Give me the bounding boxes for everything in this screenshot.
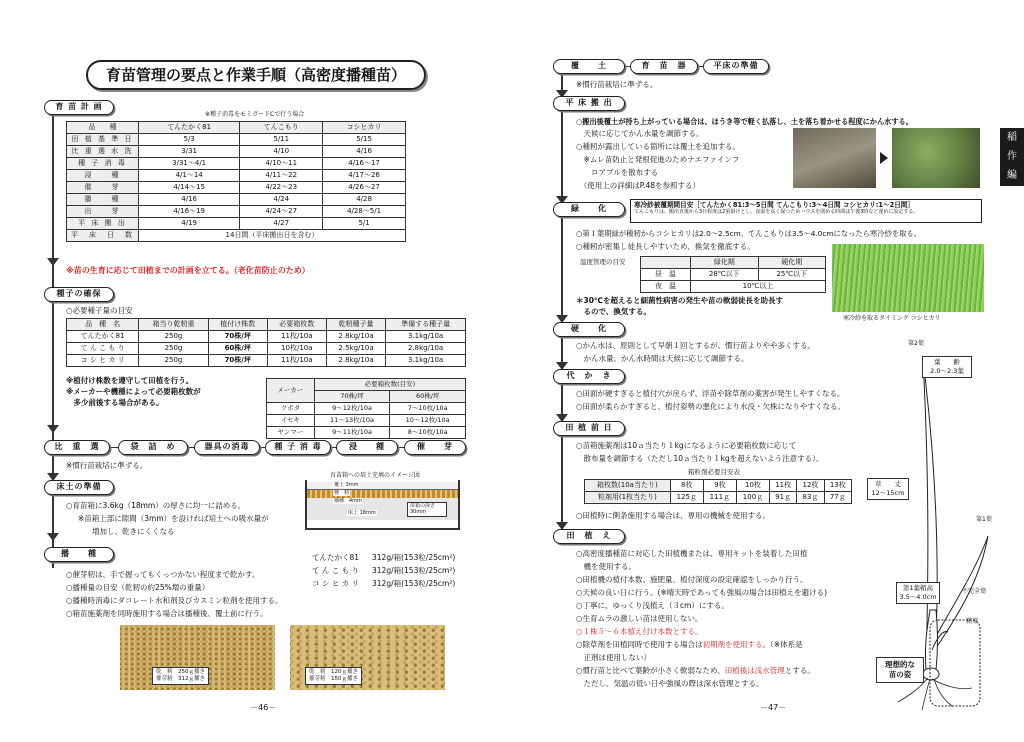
plan-cell: 5/15 <box>323 134 406 146</box>
plan-row <box>67 206 406 218</box>
section-flatbed-label: 平 床 搬 出 <box>553 96 625 111</box>
dose-cell: 125ｇ <box>670 492 703 504</box>
flatbed-photo-before <box>793 128 876 188</box>
temp-header <box>641 257 691 269</box>
seed-shape <box>923 668 939 680</box>
plan-cell: 5/11 <box>240 134 323 146</box>
sow-variety: コ シ ヒ カ リ <box>312 579 360 588</box>
plant-height-label: 草 丈 <box>875 480 901 488</box>
plan-cell: 5/1 <box>323 218 406 230</box>
plan-cell: 4/26〜27 <box>323 182 406 194</box>
plan-cell: 4/27 <box>240 218 323 230</box>
plan-cell: 播 種 <box>67 194 139 206</box>
flow-arrow <box>47 533 59 541</box>
top-steps-note: ※慣行苗栽培に準ずる。 <box>576 80 658 89</box>
page-number-right: －47－ <box>760 703 787 712</box>
tab-char: 編 <box>1007 170 1017 181</box>
plan-cell: 4/17〜26 <box>323 170 406 182</box>
seed-cell: 2.8kg/10a <box>386 343 466 355</box>
text-span-emphasis: 初期剤を使用する <box>702 640 763 649</box>
greening-cover-period: 寒冷紗被覆期間目安［てんたかく81:3〜5日間 てんこもり:3〜4日間 コシヒカリ:1〜2日間］ <box>634 201 914 209</box>
dose-cell: 111ｇ <box>703 492 736 504</box>
plant-height-value: 12〜15cm <box>871 488 905 497</box>
seed-cell: 2.5kg/10a <box>326 343 385 355</box>
plan-cell: 催 芽 <box>67 182 139 194</box>
seed-header: 植付け株数 <box>208 319 267 331</box>
maker-cell: 7〜10枚/10a <box>390 403 466 415</box>
step-seed-disinfection: 種 子 消 毒 <box>265 440 331 455</box>
temp-cell: 28℃以下 <box>691 269 759 281</box>
plan-cell: 比 重 選 水 洗 <box>67 146 139 158</box>
plan-row <box>67 134 406 146</box>
flatbed-line: ○搬出後覆土が持ち上がっている場合は、ほうき等で軽く払落し、土を落ち着かせる程度にかん水する。 <box>576 117 913 126</box>
box-depth-label: 苗箱の深さ 30mm <box>407 502 447 517</box>
temp-cell: 昼 温 <box>641 269 691 281</box>
temp-title: 温度管理の目安 <box>580 258 626 266</box>
plan-header: コシヒカリ <box>323 122 406 134</box>
plan-cell: 4/24〜27 <box>240 206 323 218</box>
caption-line: 乾 籾 250ｇ播き <box>156 669 205 675</box>
flow-line <box>561 72 563 542</box>
maker-row <box>267 415 466 427</box>
plan-row <box>67 218 406 230</box>
caption-line: 乾 籾 120ｇ播き <box>309 669 358 675</box>
leaf-2-label: 第2葉 <box>908 340 924 347</box>
text-span: 。（※体系是 <box>762 640 803 649</box>
plan-row <box>67 194 406 206</box>
step-nursery-device: 育 苗 器 <box>630 59 698 74</box>
section-greening-label: 緑 化 <box>553 202 625 217</box>
section-planting-label: 田 植 え <box>553 529 625 544</box>
seed-cell: 10枚/10a <box>267 343 326 355</box>
ideal-seedling-box <box>876 657 924 683</box>
dose-cell: 12枚 <box>797 480 824 492</box>
caption-line: 催芽籾 150ｇ播き <box>309 676 358 683</box>
planting-line: ○生育ムラの激しい苗は使用しない。 <box>576 614 703 623</box>
seed-table <box>66 318 466 367</box>
leaf-age-label: 葉 齢 <box>934 358 960 366</box>
plan-cell: 4/19 <box>139 218 240 230</box>
planting-line-water <box>576 666 815 675</box>
plan-header-row <box>67 122 406 134</box>
plan-cell: 4/16〜19 <box>139 206 240 218</box>
greening-cover-note: てんこもりは、搬出直後から3日程度は2重掛けとし、夜温を高く保つためハウスを閉める時間は午後3時など遅めに設定する。 <box>634 209 919 216</box>
plan-cell: 平 床 搬 出 <box>67 218 139 230</box>
maker-cell: 11〜13枚/10a <box>314 415 390 427</box>
maker-row <box>267 427 466 439</box>
temp-warning: るので、換気する。 <box>576 307 651 316</box>
plan-cell: 3/31 <box>139 146 240 158</box>
maker-cell: ヤンマー <box>267 427 315 439</box>
temp-warning: ＊30℃を超えると細菌性病害の発生や苗の軟弱徒長を助長す <box>576 296 784 305</box>
seed-cell: 250g <box>139 331 208 343</box>
maker-cell: イセキ <box>267 415 315 427</box>
plan-cell: 平 床 日 数 <box>67 230 139 242</box>
planting-line: ○高密度播種苗に対応した田植機または、専用キットを装着した田植 <box>576 549 808 558</box>
seed-header: 箱当り乾籾重 <box>139 319 208 331</box>
plan-cell: 4/16 <box>139 194 240 206</box>
section-seed-label: 種子の確保 <box>44 287 114 302</box>
dose-cell: 77ｇ <box>824 492 851 504</box>
planting-line: ○丁寧に、ゆっくり浅植え（３cm）にする。 <box>576 601 729 610</box>
text-span: ○慣行苗と比べて葉齢が小さく軟弱なため、 <box>576 666 725 675</box>
plan-row <box>67 158 406 170</box>
pre-planting-note: ○田植時に側条施用する場合は、専用の機械を使用する。 <box>576 511 771 520</box>
maker-cell: 9〜11枚/10a <box>314 427 390 439</box>
text-span-emphasis: 田植後は浅水管理 <box>724 666 785 675</box>
step-specific-gravity: 比 重 選 <box>44 440 110 455</box>
seed-cell: 2.8kg/10a <box>326 331 385 343</box>
temp-row <box>641 269 826 281</box>
seed-cell: 60株/坪 <box>208 343 267 355</box>
plan-cell: 4/22〜23 <box>240 182 323 194</box>
maker-row <box>267 403 466 415</box>
steps-note: ※慣行苗栽培に準ずる。 <box>66 461 148 470</box>
planting-line: 正剤は使用しない） <box>576 653 651 662</box>
maker-sub: 60株/坪 <box>390 391 466 403</box>
hardening-line: かん水量、かん水時間は天候に応じて調節する。 <box>576 354 749 363</box>
section-sowing-label: 播 種 <box>44 547 114 562</box>
tab-char: 作 <box>1007 151 1017 162</box>
plan-cell: 5/3 <box>139 134 240 146</box>
hardening-line: ○かん水は、原則として早朝１回とするが、慣行苗よりやや多くする。 <box>576 341 816 350</box>
flatbed-line: 天候に応じてかん水量を調節する。 <box>576 129 704 138</box>
planting-line: ○田植機の植付本数、施肥量、植付深度の設定確認をしっかり行う。 <box>576 575 808 584</box>
dose-row <box>585 480 852 492</box>
greening-cover-box <box>630 199 982 223</box>
plan-cell: 3/31〜4/1 <box>139 158 240 170</box>
flow-arrow <box>47 258 59 266</box>
dose-cell: 11枚 <box>770 480 797 492</box>
section-soil-label: 床土の準備 <box>44 480 114 495</box>
sow-variety: てんたかく81 <box>312 553 360 562</box>
box-image-title: 育苗箱への培土充填のイメージ図 <box>330 472 420 479</box>
plan-cell: 4/28 <box>323 194 406 206</box>
dose-cell: 10枚 <box>736 480 769 492</box>
step-germination: 催 芽 <box>404 440 466 455</box>
sheath-height-box <box>896 582 940 604</box>
seed-header: 乾籾種子量 <box>326 319 385 331</box>
plan-table <box>66 121 406 242</box>
greening-line: ○第１葉期緑が種籾からコシヒカリは2.0〜2.5cm、てんこもりは3.5〜4.0cmになったら寒冷紗を取る。 <box>576 229 922 238</box>
flatbed-line: ※ムレ苗防止と発根促進のためナエファインフ <box>576 155 740 164</box>
greening-line: ○種籾が密集し徒長しやすいため、換気を徹底する。 <box>576 242 755 251</box>
seed-layer <box>307 490 458 498</box>
puddling-line: ○田面が柔らかすぎると、植付姿勢の悪化により水没・欠株になりやすくなる。 <box>576 402 846 411</box>
sheath-height-label: 第1葉鞘高 <box>902 584 934 592</box>
plan-cell: 4/16〜17 <box>323 158 406 170</box>
temp-header: 硬化期 <box>758 257 826 269</box>
planting-line: 機を使用する。 <box>576 562 636 571</box>
maker-cell: クボタ <box>267 403 315 415</box>
seed-cell: 70株/坪 <box>208 331 267 343</box>
plant-height-box <box>867 478 909 500</box>
plan-cell: 4/11〜22 <box>240 170 323 182</box>
seed-row <box>67 331 466 343</box>
section-plan-label: 育 苗 計 画 <box>44 100 114 115</box>
plan-cell: 4/10〜11 <box>240 158 323 170</box>
layer-label: 播種 4mm <box>334 498 362 504</box>
plan-header: てんたかく81 <box>139 122 240 134</box>
text-span: ○除草剤を田植同時で使用する場合は <box>576 640 703 649</box>
maker-sub: 70株/坪 <box>314 391 390 403</box>
seed-cell: 2.8kg/10a <box>326 355 385 367</box>
sow-rate: 312g/箱(153粒/25cm²) <box>372 579 456 588</box>
leaf-age-box <box>922 356 972 378</box>
plan-cell: 4/28〜5/1 <box>323 206 406 218</box>
dose-title: 箱粒剤必要目安表 <box>688 468 740 476</box>
seed-cell: 3.1kg/10a <box>386 331 466 343</box>
maker-header: メーカー <box>267 379 315 403</box>
temp-header-row <box>641 257 826 269</box>
plan-cell: 4/10 <box>240 146 323 158</box>
maker-header: 必要箱枚数(目安) <box>314 379 465 391</box>
sow-line: ○箱苗施薬剤を同時施用する場合は播種後、覆土前に行う。 <box>66 609 268 618</box>
incomplete-leaf-label: 不完全葉 <box>962 588 987 595</box>
pre-planting-line: 散布量を調節する（ただし10ａ当たり１kgを超えないよう注意する）。 <box>576 454 824 463</box>
section-hardening-label: 硬 化 <box>553 322 625 337</box>
greening-photo <box>832 244 984 312</box>
dose-row <box>585 492 852 504</box>
maker-cell: 8〜10枚/10a <box>390 427 466 439</box>
plan-row <box>67 170 406 182</box>
planting-line: ただし、気温の低い日や強風の際は深水管理とする。 <box>576 679 764 688</box>
sow-line: ○催芽籾は、手で握ってもくっつかない程度まで乾かす。 <box>66 570 260 579</box>
seed-header: 準備する種子量 <box>386 319 466 331</box>
seed-photo-caption <box>305 667 362 685</box>
sow-line: ○播種量の目安（乾籾の約25%増の重量） <box>66 583 210 592</box>
seedbox-diagram <box>305 480 460 530</box>
planting-line-emphasis: ○１株５〜６本植え付け本数とする。 <box>576 627 703 636</box>
planting-line: ○天候の良い日に行う。(※晴天時であっても強風の場合は田植えを避ける) <box>576 588 828 597</box>
plan-cell: 4/16 <box>323 146 406 158</box>
soil-line-2: ※苗箱上部に隙間（3mm）を設ければ培土への吸水量が <box>78 514 269 523</box>
seed-note-3: 多少前後する場合がある。 <box>66 398 164 407</box>
flow-arrow <box>47 425 59 433</box>
temp-cell: 10℃以上 <box>691 281 826 293</box>
chapter-tab <box>1000 128 1024 186</box>
plan-cell: 4/1〜14 <box>139 170 240 182</box>
layer-label: 種 籾 <box>334 490 350 496</box>
puddling-line: ○田面が硬すぎると植付穴が戻らず、浮苗や除草剤の薬害が発生しやすくなる。 <box>576 389 845 398</box>
seed-cell: 250g <box>139 355 208 367</box>
plan-cell: 4/14〜15 <box>139 182 240 194</box>
maker-cell: 10〜12枚/10a <box>390 415 466 427</box>
temp-cell: 25℃以下 <box>758 269 826 281</box>
seed-intro: ○必要種子量の目安 <box>66 306 133 315</box>
step-cover-soil: 覆 土 <box>553 59 625 74</box>
dose-cell: 13枚 <box>824 480 851 492</box>
temp-table <box>640 256 826 293</box>
step-flatbed-prep: 平床の準備 <box>703 59 769 74</box>
cover-soil-layer <box>307 482 458 490</box>
maker-header-row <box>267 379 466 391</box>
section-pre-planting-label: 田 植 前 日 <box>553 421 625 436</box>
sow-rate: 312g/箱(153粒/25cm²) <box>372 553 456 562</box>
ideal-label: 苗の姿 <box>888 670 912 680</box>
seed-cell: て ん こ も り <box>67 343 139 355</box>
seed-photo-caption <box>152 667 209 685</box>
temp-cell: 夜 温 <box>641 281 691 293</box>
seed-cell: 11枚/10a <box>267 355 326 367</box>
flow-line <box>52 113 54 568</box>
dose-cell: 100ｇ <box>736 492 769 504</box>
layer-label: 床土 18mm <box>348 510 376 516</box>
sow-variety: て ん こ も り <box>312 566 360 575</box>
dose-cell: 83ｇ <box>797 492 824 504</box>
flatbed-photo-after <box>892 128 980 188</box>
plan-cell: 種 子 消 毒 <box>67 158 139 170</box>
maker-cell: 9〜12枚/10a <box>314 403 390 415</box>
seed-row <box>67 343 466 355</box>
leaf-age-value: 2.0〜2.3葉 <box>930 366 964 375</box>
sow-line: ○播種時消毒にダコレート水和剤及びカスミン粒剤を使用する。 <box>66 596 283 605</box>
page-number-left: －46－ <box>250 703 277 712</box>
plan-row <box>67 230 406 242</box>
plan-row <box>67 182 406 194</box>
seed-cell: 3.1kg/10a <box>386 355 466 367</box>
pre-planting-line: ○苗箱施薬剤は10ａ当たり１kgになるように必要箱枚数に応じて <box>576 441 797 450</box>
arrow-right-icon <box>880 152 888 164</box>
step-bagging: 袋 詰 め <box>118 440 188 455</box>
temp-row <box>641 281 826 293</box>
layer-label: 覆土 3mm <box>334 482 359 488</box>
plan-note: ※種子消毒をモミガードCで行う場合 <box>205 111 305 118</box>
planting-line-herbicide <box>576 640 803 649</box>
plan-cell: 14日間（平床搬出日を含む） <box>139 230 406 242</box>
flatbed-line: （使用上の詳細はP.48を参照する） <box>576 181 701 190</box>
plan-cell: 4/24 <box>240 194 323 206</box>
maker-table <box>266 378 466 439</box>
plan-cell: 田 植 基 準 日 <box>67 134 139 146</box>
plan-cell: 出 芽 <box>67 206 139 218</box>
step-soaking: 浸 種 <box>336 440 398 455</box>
soil-line-1: ○育苗箱に3.6kg（18mm）の厚さに均一に詰める。 <box>66 501 246 510</box>
plan-header: てんこもり <box>240 122 323 134</box>
page-title: 育苗管理の要点と作業手順（高密度播種苗） <box>86 60 426 90</box>
soil-line-3: 増加し、乾きにくくなる <box>92 527 175 536</box>
leaf-1-label: 第1葉 <box>976 516 992 523</box>
plan-warning: ※苗の生育に応じて田植までの計画を立てる。（老化苗防止のため） <box>66 266 310 275</box>
text-span: とする。 <box>784 666 815 675</box>
seed-header: 必要箱枚数 <box>267 319 326 331</box>
plan-header: 品 種 <box>67 122 139 134</box>
seed-header-row <box>67 319 466 331</box>
coleoptile-label: 鞘葉 <box>966 618 979 625</box>
dose-cell: 箱枚数(10a当たり) <box>585 480 671 492</box>
seed-cell: 11枚/10a <box>267 331 326 343</box>
greening-photo-caption: 寒冷紗を取るタイミング コシヒカリ <box>843 315 941 322</box>
plan-cell: 浸 種 <box>67 170 139 182</box>
dose-table <box>584 479 852 504</box>
seed-cell: 70株/坪 <box>208 355 267 367</box>
tab-char: 稲 <box>1007 132 1017 143</box>
sheath-height-value: 3.5〜4.0cm <box>899 592 937 601</box>
flatbed-line: ロアブルを散布する <box>576 168 659 177</box>
sow-rate: 312g/箱(153粒/25cm²) <box>372 566 456 575</box>
section-puddling-label: 代 か き <box>553 369 625 384</box>
seed-note-1: ※植付け株数を遵守して田植を行う。 <box>66 376 194 385</box>
caption-line: 催芽籾 312ｇ播き <box>156 676 205 683</box>
seed-cell: 250g <box>139 343 208 355</box>
seed-cell: てんたかく81 <box>67 331 139 343</box>
seed-note-2: ※メーカーや機種によって必要箱枚数が <box>66 387 201 396</box>
flatbed-line: ○種籾が露出している箇所には覆土を追加する。 <box>576 142 741 151</box>
seed-header: 品 種 名 <box>67 319 139 331</box>
dose-cell: 8枚 <box>670 480 703 492</box>
ideal-label: 理想的な <box>885 660 915 669</box>
temp-header: 緑化期 <box>691 257 759 269</box>
dose-cell: 91ｇ <box>770 492 797 504</box>
seed-cell: コ シ ヒ カ リ <box>67 355 139 367</box>
dose-cell: 粒剤用(1枚当たり) <box>585 492 671 504</box>
step-tool-disinfection: 器具の消毒 <box>194 440 260 455</box>
plan-row <box>67 146 406 158</box>
dose-cell: 9枚 <box>703 480 736 492</box>
seed-row <box>67 355 466 367</box>
